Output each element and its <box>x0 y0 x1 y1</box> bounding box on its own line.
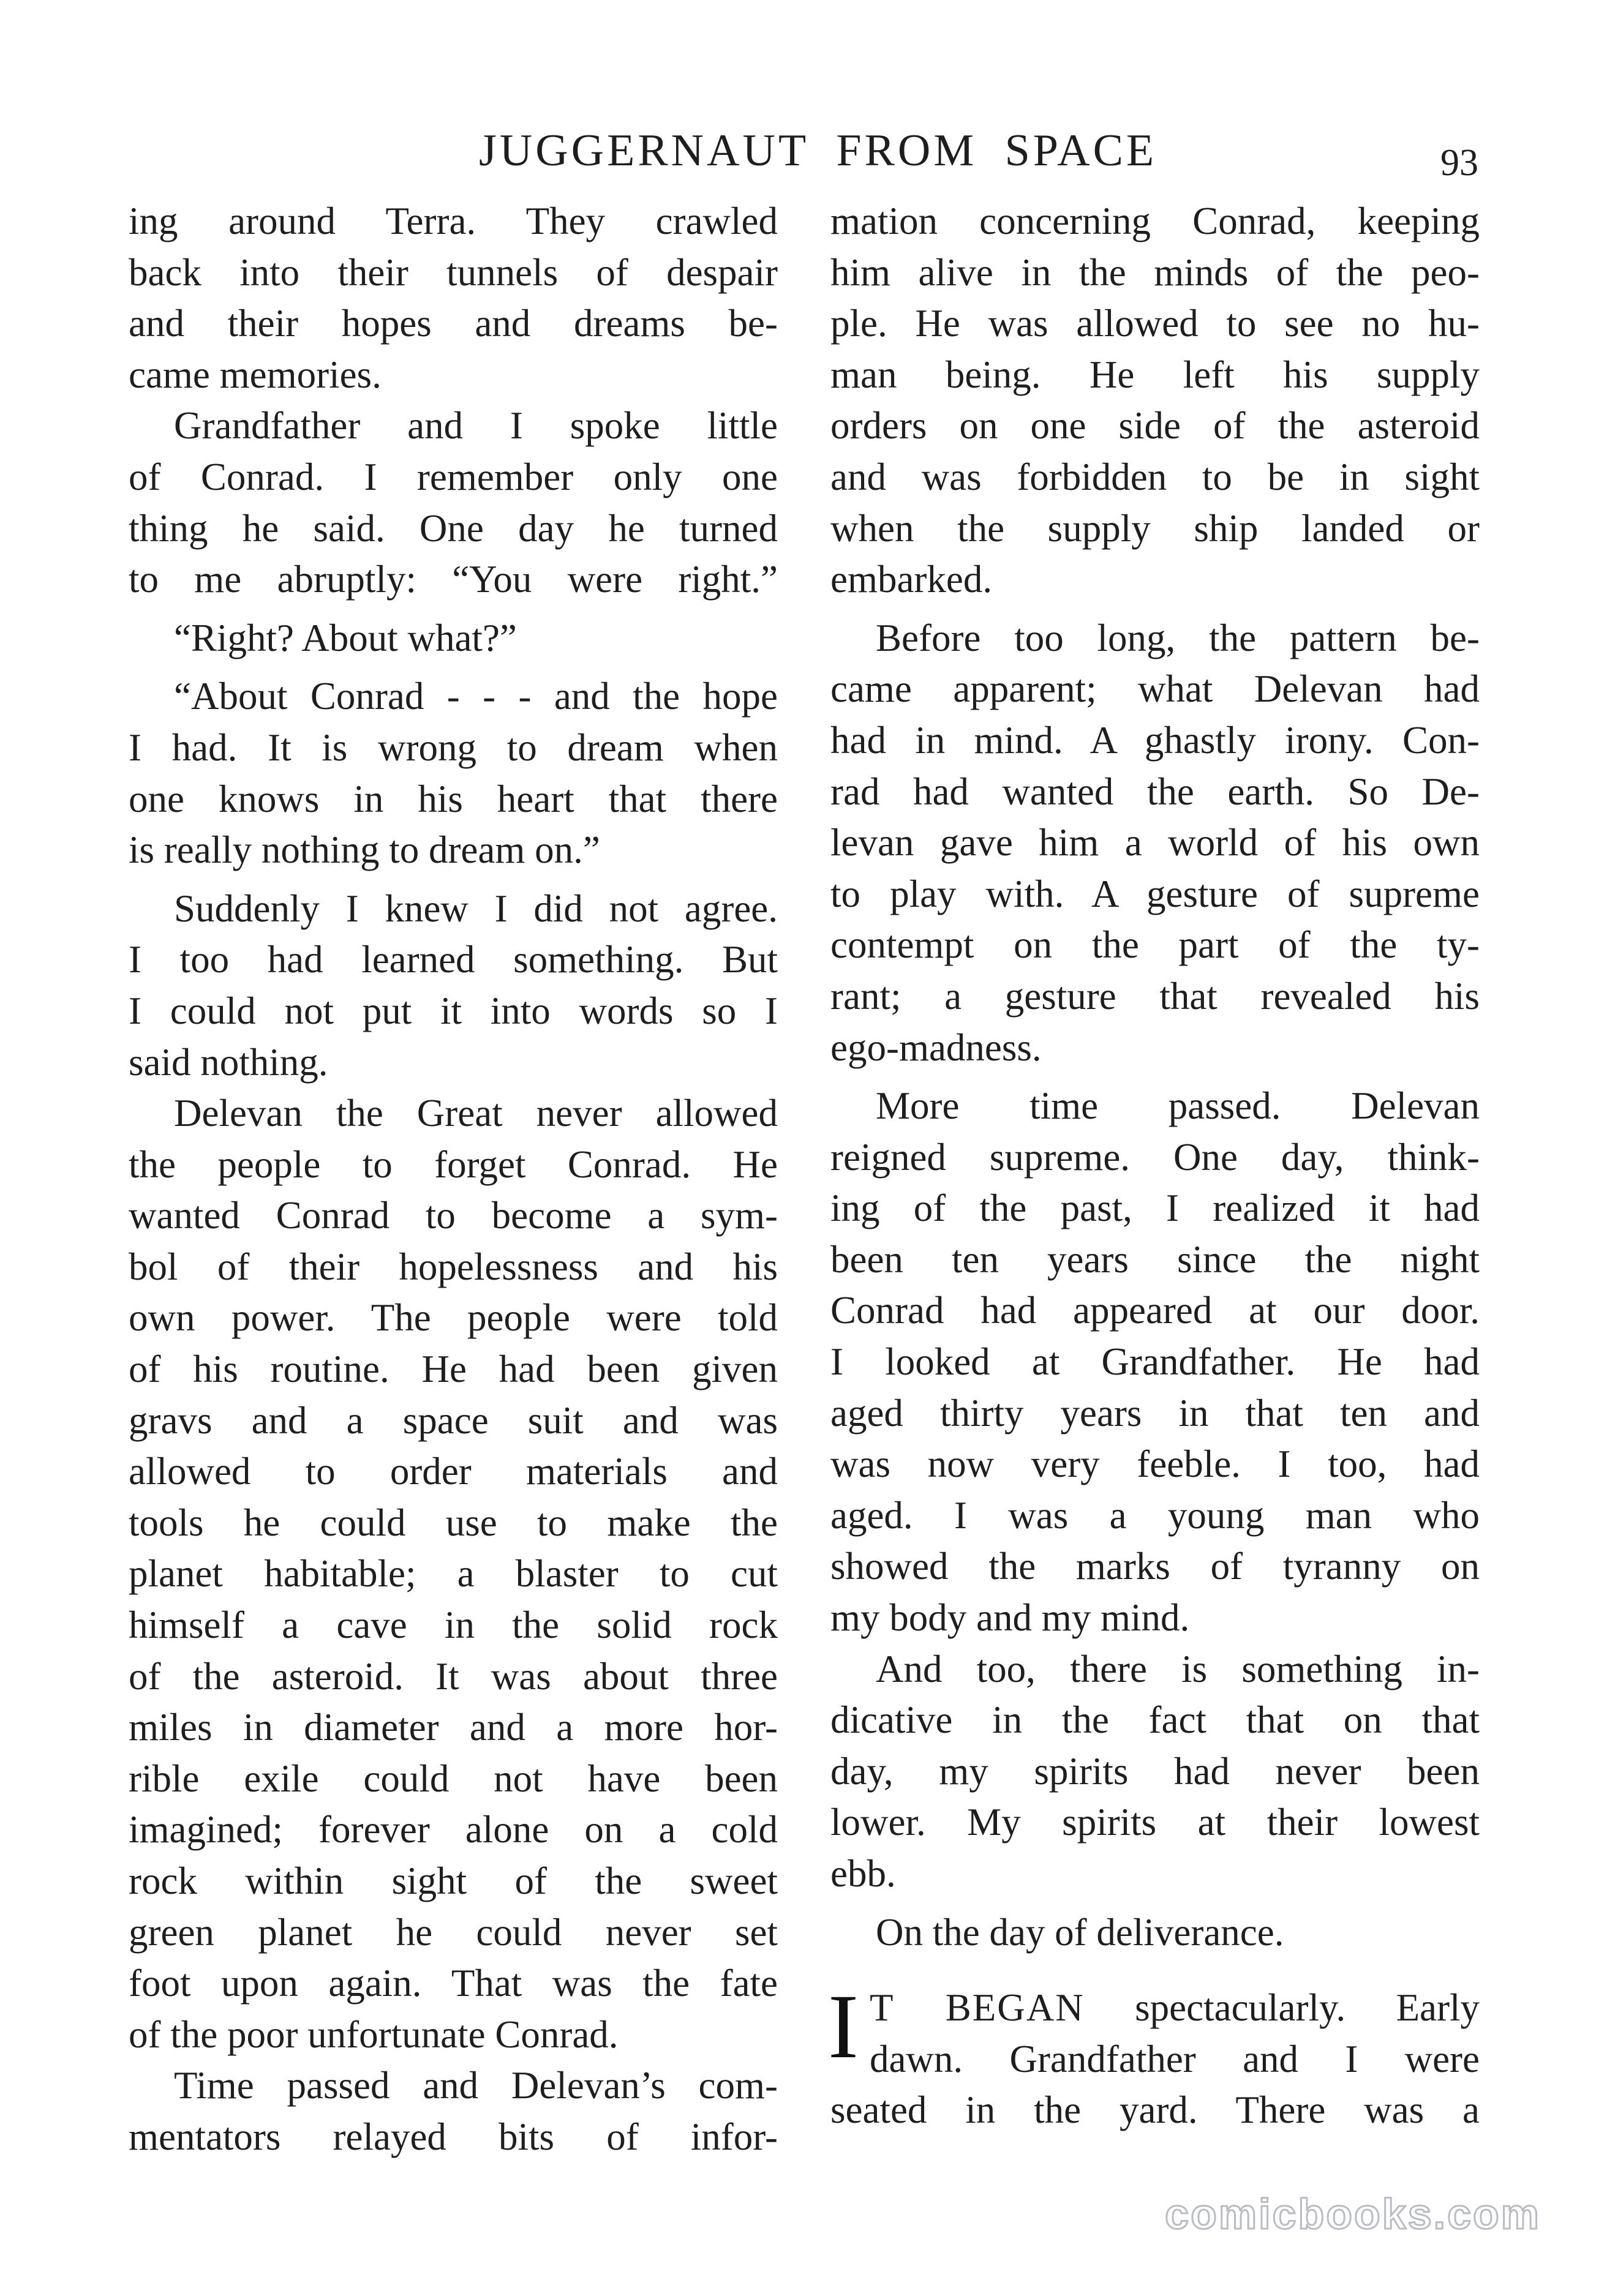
page-number: 93 <box>1440 142 1478 184</box>
text-line: foot upon again. That was the fate <box>129 1962 778 2005</box>
text-line: rock within sight of the sweet <box>129 1859 778 1902</box>
text-line: Suddenly I knew I did not agree. <box>174 887 778 930</box>
text-line: him alive in the minds of the peo- <box>830 250 1480 294</box>
text-line: dawn. Grandfather and I were <box>869 2037 1480 2080</box>
text-line: thing he said. One day he turned <box>129 506 778 550</box>
watermark: comicbooks.com <box>1165 2190 1541 2238</box>
text-line: showed the marks of tyranny on <box>830 1545 1480 1588</box>
text-line: Time passed and Delevan’s com- <box>174 2064 778 2107</box>
text-line: rible exile could not have been <box>129 1757 778 1800</box>
text-line: own power. The people were told <box>129 1296 778 1340</box>
text-line: to me abruptly: “You were right.” <box>129 558 778 601</box>
text-line: Delevan the Great never allowed <box>174 1092 778 1135</box>
text-line: contempt on the part of the ty- <box>830 923 1480 967</box>
text-line: I looked at Grandfather. He had <box>830 1340 1480 1384</box>
text-line: reigned supreme. One day, think- <box>830 1135 1480 1179</box>
text-line: Conrad had appeared at our door. <box>830 1289 1480 1332</box>
text-line: seated in the yard. There was a <box>830 2088 1480 2132</box>
text-line: Grandfather and I spoke little <box>174 404 778 448</box>
text-line: bol of their hopelessness and his <box>129 1245 778 1288</box>
text-line: himself a cave in the solid rock <box>129 1604 778 1647</box>
text-line: green planet he could never set <box>129 1910 778 1954</box>
text-line: I too had learned something. But <box>129 938 778 981</box>
text-line: Before too long, the pattern be- <box>876 616 1480 659</box>
text-line: of the asteroid. It was about three <box>129 1654 778 1698</box>
text-line: when the supply ship landed or <box>830 506 1480 550</box>
left-column <box>129 196 778 2163</box>
text-line: day, my spirits had never been <box>830 1749 1480 1793</box>
text-line: orders on one side of the asteroid <box>830 404 1480 448</box>
text-line: was now very feeble. I too, had <box>830 1443 1480 1486</box>
text-line: mation concerning Conrad, keeping <box>830 200 1480 242</box>
text-line: man being. He left his supply <box>830 353 1480 396</box>
text-line: to play with. A gesture of supreme <box>830 872 1480 915</box>
text-line: And too, there is something in- <box>876 1647 1480 1690</box>
text-line: On the day of deliverance. <box>876 1910 1284 1954</box>
text-line: tools he could use to make the <box>129 1501 778 1544</box>
text-line: “About Conrad - - - and the hope <box>174 675 778 718</box>
text-line: levan gave him a world of his own <box>830 821 1480 865</box>
text-line: been ten years since the night <box>830 1237 1480 1281</box>
text-line: ing of the past, I realized it had <box>830 1187 1480 1230</box>
text-line: back into their tunnels of despair <box>129 250 778 294</box>
text-line: imagined; forever alone on a cold <box>129 1808 778 1851</box>
text-line: dicative in the fact that on that <box>830 1698 1480 1742</box>
text-line: is really nothing to dream on.” <box>129 828 600 872</box>
text-line: of the poor unfortunate Conrad. <box>129 2013 619 2056</box>
text-line: ple. He was allowed to see no hu- <box>830 302 1480 345</box>
text-line: allowed to order materials and <box>129 1450 778 1493</box>
text-line: aged thirty years in that ten and <box>830 1391 1480 1435</box>
small-caps-opening: T BEGAN <box>869 1986 1085 2030</box>
text-line: and was forbidden to be in sight <box>830 455 1480 498</box>
text-line: I had. It is wrong to dream when <box>129 726 778 769</box>
text-line: embarked. <box>830 558 993 601</box>
text-line: gravs and a space suit and was <box>129 1398 778 1442</box>
text-line: came apparent; what Delevan had <box>830 667 1480 711</box>
text-line: came memories. <box>129 353 382 396</box>
text-line: of Conrad. I remember only one <box>129 455 778 498</box>
text-span: spectacularly. Early <box>1084 1986 1480 2030</box>
text-line: lower. My spirits at their lowest <box>830 1801 1480 1844</box>
drop-cap: I <box>828 1976 859 2078</box>
section-opening-paragraph <box>828 1976 1480 2136</box>
running-title: JUGGERNAUT FROM SPACE <box>479 126 1157 176</box>
text-line: my body and my mind. <box>830 1596 1190 1640</box>
text-line: one knows in his heart that there <box>129 777 778 820</box>
text-line: rad had wanted the earth. So De- <box>830 770 1480 813</box>
text-line: mentators relayed bits of infor- <box>129 2115 778 2158</box>
text-line: the people to forget Conrad. He <box>129 1142 778 1186</box>
text-line: miles in diameter and a more hor- <box>129 1706 778 1749</box>
text-line: and their hopes and dreams be- <box>129 302 778 345</box>
text-line: said nothing. <box>129 1040 328 1084</box>
text-line <box>830 1983 1480 2034</box>
text-line: More time passed. Delevan <box>876 1084 1480 1128</box>
right-column <box>830 196 1480 2136</box>
text-line: “Right? About what?” <box>174 616 517 659</box>
text-line: ing around Terra. They crawled <box>129 200 778 242</box>
text-line: aged. I was a young man who <box>830 1493 1480 1537</box>
page-header <box>0 120 1607 187</box>
text-line: rant; a gesture that revealed his <box>830 974 1480 1018</box>
text-line: ego-madness. <box>830 1026 1042 1069</box>
text-line: planet habitable; a blaster to cut <box>129 1552 778 1596</box>
text-line: ebb. <box>830 1852 896 1895</box>
text-line: wanted Conrad to become a sym- <box>129 1194 778 1237</box>
text-line: had in mind. A ghastly irony. Con- <box>830 718 1480 762</box>
text-line: I could not put it into words so I <box>129 989 778 1032</box>
text-line: of his routine. He had been given <box>129 1348 778 1391</box>
